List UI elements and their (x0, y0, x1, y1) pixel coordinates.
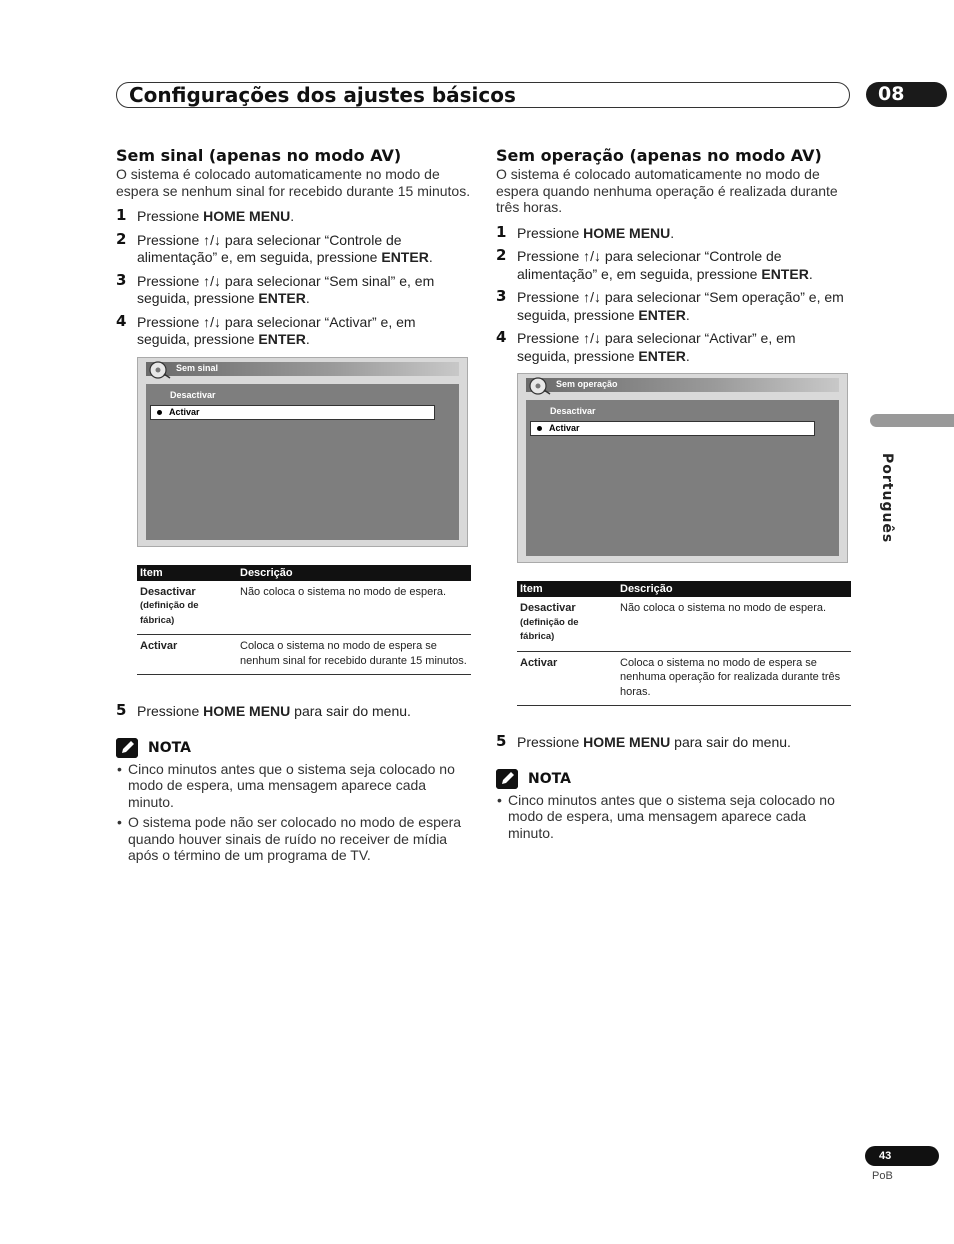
menu-title-bar (526, 378, 839, 392)
note-header: NOTA (496, 769, 852, 789)
header-bar (116, 82, 850, 108)
step: 4 Pressione ↑/↓ para selecionar “Activar” e, em seguida, pressione ENTER. (496, 328, 796, 364)
left-column (116, 146, 472, 868)
menu-title: Sem sinal (176, 362, 219, 373)
section-title: Sem sinal (apenas no modo AV) (116, 146, 402, 165)
step: 5 Pressione HOME MENU para sair do menu. (496, 732, 791, 750)
section-intro: O sistema é colocado automaticamente no modo de espera se nenhum sinal for recebido durante 15 minutos. (116, 166, 471, 199)
step: 4 Pressione ↑/↓ para selecionar “Activar” e, em seguida, pressione ENTER. (116, 311, 416, 347)
menu-option-desactivar[interactable]: Desactivar (170, 389, 216, 400)
list-item: • Cinco minutos antes que o sistema seja colocado no modo de espera, uma mensagem aparece cada minuto. (116, 761, 472, 811)
selected-dot-icon (537, 426, 542, 431)
menu-title-bar (146, 362, 459, 376)
step: 3 Pressione ↑/↓ para selecionar “Sem operação” e, em seguida, pressione ENTER. (496, 287, 844, 323)
table-row: Activar Coloca o sistema no modo de espera se nenhuma operação for realizada durante três horas. (517, 651, 851, 706)
note-list (496, 792, 852, 842)
section-title: Sem operação (apenas no modo AV) (496, 146, 822, 165)
options-table: Item Descrição Desactivar (definição de fábrica) Não coloca o sistema no modo de espera. Activar Coloca o sistema no modo de espera se nenhuma operação for realizada durante três horas. (517, 581, 851, 706)
step: 2 Pressione ↑/↓ para selecionar “Controle de alimentação” e, em seguida, pressione ENTER. (116, 229, 433, 265)
menu-panel (526, 400, 839, 556)
selected-dot-icon (157, 410, 162, 415)
steps-list (496, 222, 852, 366)
menu-screen (517, 373, 848, 563)
chapter-badge: 08 (866, 82, 947, 107)
disc-icon (146, 360, 172, 380)
table-row: Desactivar (definição de fábrica) Não coloca o sistema no modo de espera. (517, 597, 851, 651)
pencil-icon (496, 769, 518, 789)
step: 2 Pressione ↑/↓ para selecionar “Controle de alimentação” e, em seguida, pressione ENTER. (496, 246, 813, 282)
table-row: Activar Coloca o sistema no modo de espera se nenhum sinal for recebido durante 15 minutos. (137, 635, 471, 675)
table-row: Desactivar (definição de fábrica) Não coloca o sistema no modo de espera. (137, 581, 471, 635)
menu-screen (137, 357, 468, 547)
page-code: PoB (872, 1170, 893, 1182)
section-intro: O sistema é colocado automaticamente no modo de espera quando nenhuma operação é realizada durante três horas. (496, 166, 838, 215)
language-label: Português (879, 453, 895, 544)
page-number: 43 (865, 1146, 939, 1166)
menu-option-activar[interactable]: Activar (150, 405, 435, 420)
list-item: • Cinco minutos antes que o sistema seja colocado no modo de espera, uma mensagem aparece cada minuto. (496, 792, 852, 842)
options-table: Item Descrição Desactivar (definição de fábrica) Não coloca o sistema no modo de espera. Activar Coloca o sistema no modo de espera se nenhum sinal for recebido durante 15 minutos. (137, 565, 471, 676)
menu-option-desactivar[interactable]: Desactivar (550, 406, 596, 416)
note-header: NOTA (116, 738, 472, 758)
step: 1 Pressione HOME MENU. (116, 206, 295, 224)
right-column (496, 146, 852, 845)
note-list (116, 761, 472, 864)
page-title: Configurações dos ajustes básicos (129, 83, 516, 107)
menu-panel (146, 384, 459, 540)
steps-list (116, 208, 472, 349)
pencil-icon (116, 738, 138, 758)
step: 5 Pressione HOME MENU para sair do menu. (116, 701, 411, 719)
menu-title: Sem operação (556, 379, 618, 389)
menu-option-activar[interactable]: Activar (530, 421, 815, 436)
disc-icon (526, 376, 552, 396)
language-tab (870, 414, 954, 427)
step: 1 Pressione HOME MENU. (496, 222, 675, 241)
list-item: • O sistema pode não ser colocado no modo de espera quando houver sinais de ruído no receiver de mídia após o término de um programa de TV. (116, 814, 472, 864)
step: 3 Pressione ↑/↓ para selecionar “Sem sinal” e, em seguida, pressione ENTER. (116, 270, 435, 306)
